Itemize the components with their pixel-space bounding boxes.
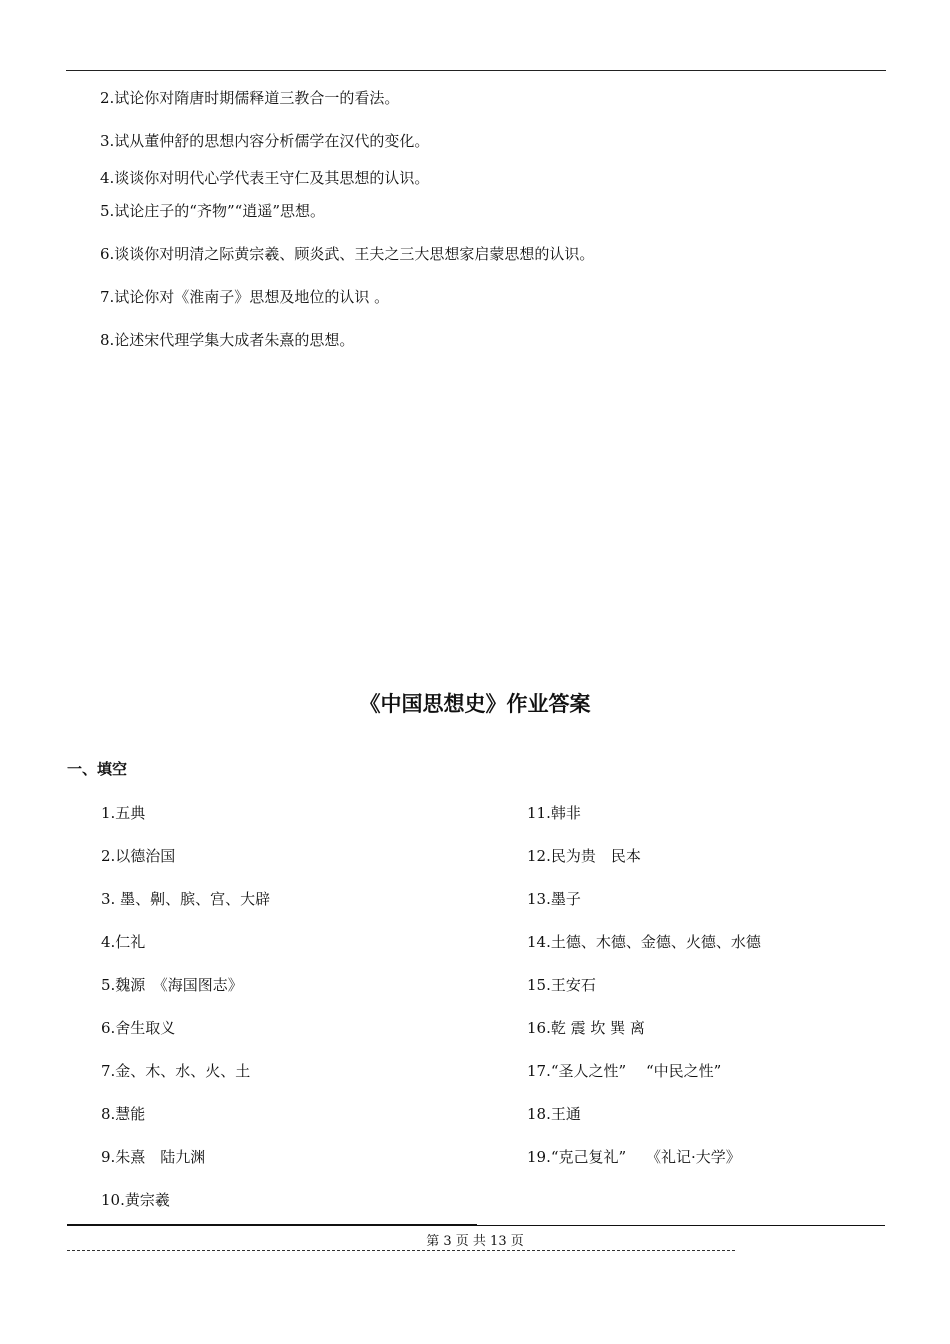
page-number: 第 3 页 共 13 页 (426, 1234, 524, 1249)
answer-item: 9.朱熹 陆九渊 (101, 1148, 206, 1166)
answer-item: 11.韩非 (527, 804, 581, 822)
answer-item: 10.黄宗羲 (101, 1191, 170, 1209)
section-heading-fill-in: 一、填空 (67, 760, 128, 778)
answer-item: 5.魏源 《海国图志》 (101, 976, 243, 994)
answer-item: 17.“圣人之性” “中民之性” (527, 1062, 722, 1080)
answer-item: 3. 墨、劓、膑、宫、大辟 (101, 890, 271, 908)
header-rule (66, 70, 886, 71)
answer-item: 8.慧能 (101, 1105, 146, 1123)
answer-item: 14.土德、木德、金德、火德、水德 (527, 933, 761, 951)
answer-item: 7.金、木、水、火、土 (101, 1062, 251, 1080)
answer-item: 12.民为贵 民本 (527, 847, 641, 865)
answer-item: 2.以德治国 (101, 847, 176, 865)
answer-item: 16.乾 震 坎 巽 离 (527, 1019, 645, 1037)
footer-rule-thin (477, 1225, 885, 1226)
answer-key-title: 《中国思想史》作业答案 (359, 692, 591, 716)
answer-item: 13.墨子 (527, 890, 581, 908)
footer-rule-thick (67, 1224, 477, 1226)
answer-item: 19.“克己复礼” 《礼记·大学》 (527, 1148, 741, 1166)
essay-question-7: 7.试论你对《淮南子》思想及地位的认识 。 (100, 288, 390, 306)
essay-question-6: 6.谈谈你对明清之际黄宗羲、顾炎武、王夫之三大思想家启蒙思想的认识。 (100, 245, 595, 263)
essay-question-3: 3.试从董仲舒的思想内容分析儒学在汉代的变化。 (100, 132, 430, 150)
answer-item: 18.王通 (527, 1105, 581, 1123)
answer-item: 15.王安石 (527, 976, 596, 994)
essay-question-2: 2.试论你对隋唐时期儒释道三教合一的看法。 (100, 89, 400, 107)
answer-item: 1.五典 (101, 804, 146, 822)
essay-question-8: 8.论述宋代理学集大成者朱熹的思想。 (100, 331, 355, 349)
answer-item: 6.舍生取义 (101, 1019, 176, 1037)
essay-question-5: 5.试论庄子的“齐物”“逍遥”思想。 (100, 202, 325, 220)
footer-dashed-line (67, 1250, 735, 1251)
essay-question-4: 4.谈谈你对明代心学代表王守仁及其思想的认识。 (100, 169, 430, 187)
answer-item: 4.仁礼 (101, 933, 146, 951)
